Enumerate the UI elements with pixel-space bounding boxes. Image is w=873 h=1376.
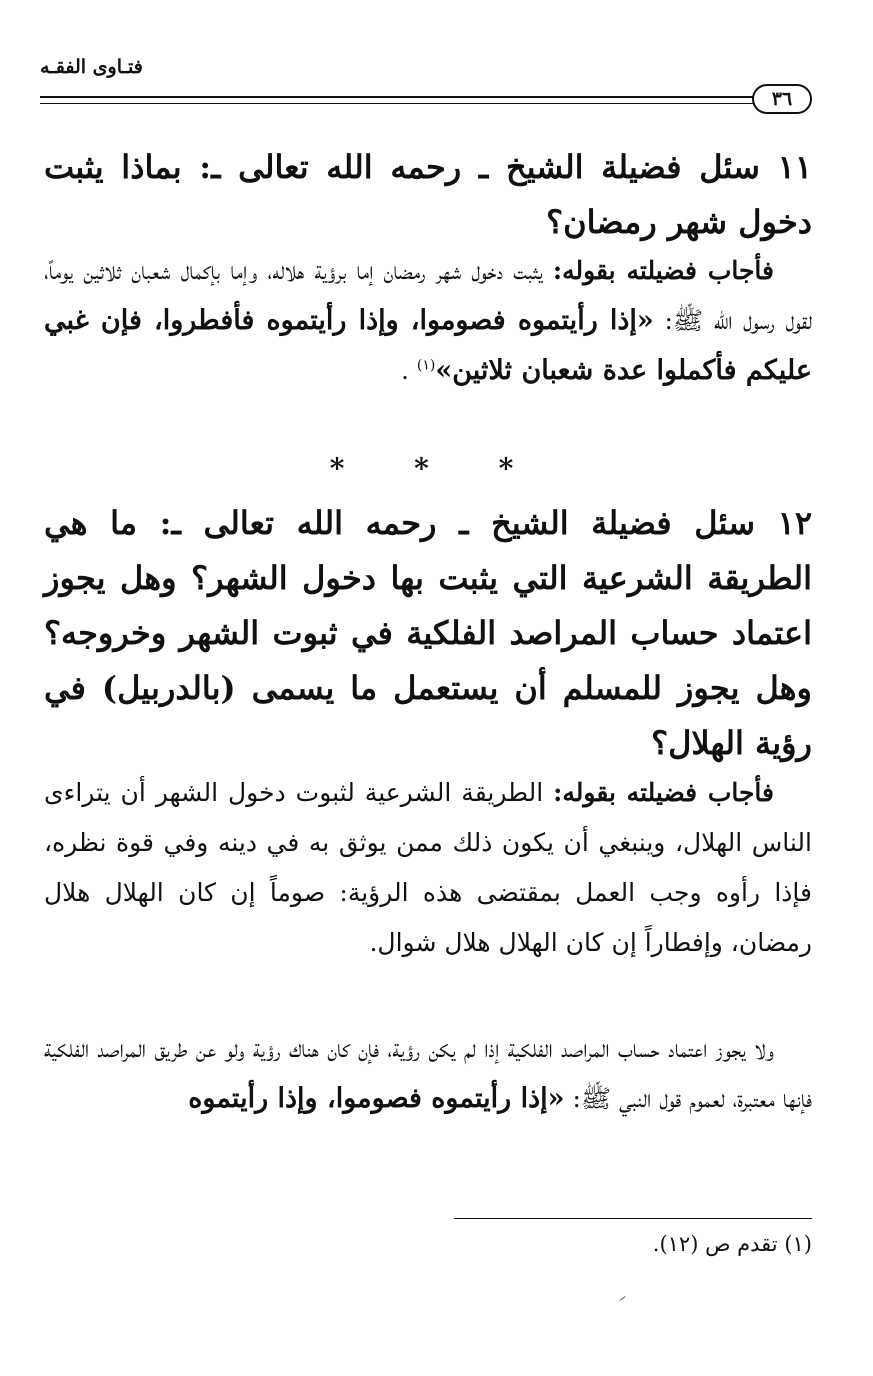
answer-12-p1: الطريقة الشرعية لثبوت دخول الشهر أن يتراءى الناس الهلال، وينبغي أن يكون ذلك ممن يوثق به في دينه وفي قوة نظره، فإذا رأوه وجب العمل بمقتضى هذه الرؤية: صوماً إن كان الهلال هلال رمضان، وإفطاراً إن كان الهلال هلال شوال. — [44, 778, 812, 957]
running-title: فتـاوى الفقـه — [40, 56, 143, 78]
header-rule-thin — [40, 103, 753, 104]
answer-12-hadith: «إذا رأيتموه فصوموا، وإذا رأيتموه — [188, 1083, 565, 1114]
scan-mark — [619, 1296, 625, 1301]
answer-11-hadith: «إذا رأيتموه فصوموا، وإذا رأيتموه فأفطروا، فإن غبي عليكم فأكملوا عدة شعبان ثلاثين» — [44, 305, 812, 386]
answer-11 — [44, 246, 812, 396]
footnote-rule — [454, 1218, 812, 1219]
question-11 — [44, 140, 812, 250]
answer-12-paragraph-2 — [44, 1024, 812, 1124]
question-12 — [44, 496, 812, 771]
answer-12 — [44, 768, 812, 968]
footnote-ref: (١) — [416, 357, 436, 374]
answer-12-p2: ولا يجوز اعتماد حساب المراصد الفلكية إذا لم يكن رؤية، فإن كان هناك رؤية ولو عن طريق المراصد الفلكية فإنها معتبرة، لعموم قول النبي ﷺ: — [44, 1034, 812, 1113]
answer-11-end: . — [400, 356, 417, 385]
footnote: (١) تقدم ص (١٢). — [652, 1232, 812, 1256]
answer-12-lead: فأجاب فضيلته بقوله: — [553, 778, 774, 807]
answer-11-lead: فأجاب فضيلته بقوله: — [552, 256, 774, 285]
header-rule — [40, 96, 753, 98]
question-12-text: ١٢ سئل فضيلة الشيخ ـ رحمه الله تعالى ـ: ما هي الطريقة الشرعية التي يثبت بها دخول الشهر؟ وهل يجوز اعتماد حساب المراصد الفلكية في ثبوت الشهر وخروجه؟ وهل يجوز للمسلم أن يستعمل ما يسمى (بالدربيل) في رؤية الهلال؟ — [44, 504, 812, 762]
question-11-text: ١١ سئل فضيلة الشيخ ـ رحمه الله تعالى ـ: بماذا يثبت دخول شهر رمضان؟ — [44, 148, 812, 241]
page-number: ٣٦ — [752, 84, 812, 114]
answer-11-text: يثبت دخول شهر رمضان إما برؤية هلاله، وإما بإكمال شعبان ثلاثين يوماً، لقول رسول الله ﷺ: — [44, 256, 812, 335]
section-separator: * * * — [329, 452, 544, 485]
